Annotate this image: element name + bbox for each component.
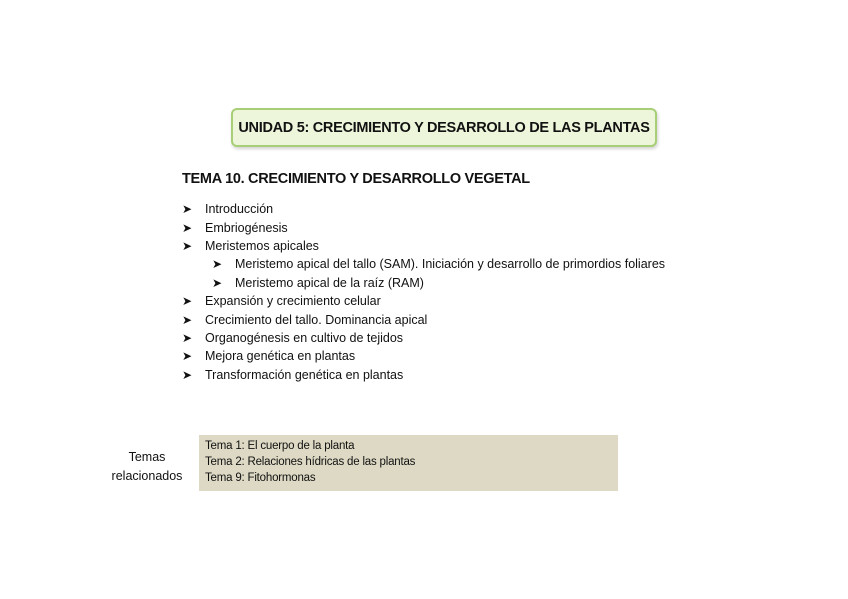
outline-item	[182, 200, 665, 218]
unit-title: UNIDAD 5: CRECIMIENTO Y DESARROLLO DE LAS PLANTAS	[238, 119, 650, 136]
outline-item-label: Meristemos apicales	[205, 238, 319, 253]
related-topics-box	[199, 435, 618, 491]
arrowhead-bullet-icon: ➤	[182, 349, 193, 364]
related-label-line: relacionados	[111, 469, 183, 483]
outline-subitem	[182, 255, 665, 273]
outline-item-label: Mejora genética en plantas	[205, 349, 356, 364]
topic-outline	[182, 200, 665, 384]
related-label-line: Temas	[128, 450, 166, 464]
arrowhead-bullet-icon: ➤	[182, 312, 193, 327]
outline-item	[182, 292, 665, 310]
outline-subitem	[182, 274, 665, 292]
arrowhead-bullet-icon: ➤	[212, 257, 223, 272]
arrowhead-bullet-icon: ➤	[182, 330, 193, 345]
outline-item	[182, 347, 665, 365]
arrowhead-bullet-icon: ➤	[182, 202, 193, 217]
unit-banner	[231, 108, 657, 147]
outline-item-label: Expansión y crecimiento celular	[205, 294, 381, 309]
outline-item-label: Introducción	[205, 202, 274, 217]
outline-item-label: Crecimiento del tallo. Dominancia apical	[205, 312, 428, 327]
arrowhead-bullet-icon: ➤	[182, 238, 193, 253]
outline-item	[182, 310, 665, 328]
outline-item-label: Meristemo apical del tallo (SAM). Iniciación y desarrollo de primordios foliares	[235, 257, 666, 272]
arrowhead-bullet-icon: ➤	[182, 294, 193, 309]
outline-item-label: Embriogénesis	[205, 220, 288, 235]
outline-item-label: Transformación genética en plantas	[205, 367, 404, 382]
related-topics-label	[102, 448, 192, 486]
arrowhead-bullet-icon: ➤	[212, 275, 223, 290]
related-topic-item: Tema 9: Fitohormonas	[205, 472, 316, 484]
topic-title: TEMA 10. CRECIMIENTO Y DESARROLLO VEGETAL	[182, 171, 530, 187]
outline-item	[182, 366, 665, 384]
arrowhead-bullet-icon: ➤	[182, 220, 193, 235]
outline-item-label: Meristemo apical de la raíz (RAM)	[235, 275, 424, 290]
arrowhead-bullet-icon: ➤	[182, 367, 193, 382]
outline-item	[182, 329, 665, 347]
outline-item	[182, 218, 665, 236]
related-topic-item: Tema 1: El cuerpo de la planta	[205, 440, 355, 452]
related-topic-item: Tema 2: Relaciones hídricas de las plantas	[205, 456, 416, 468]
outline-item	[182, 237, 665, 255]
outline-item-label: Organogénesis en cultivo de tejidos	[205, 330, 404, 345]
